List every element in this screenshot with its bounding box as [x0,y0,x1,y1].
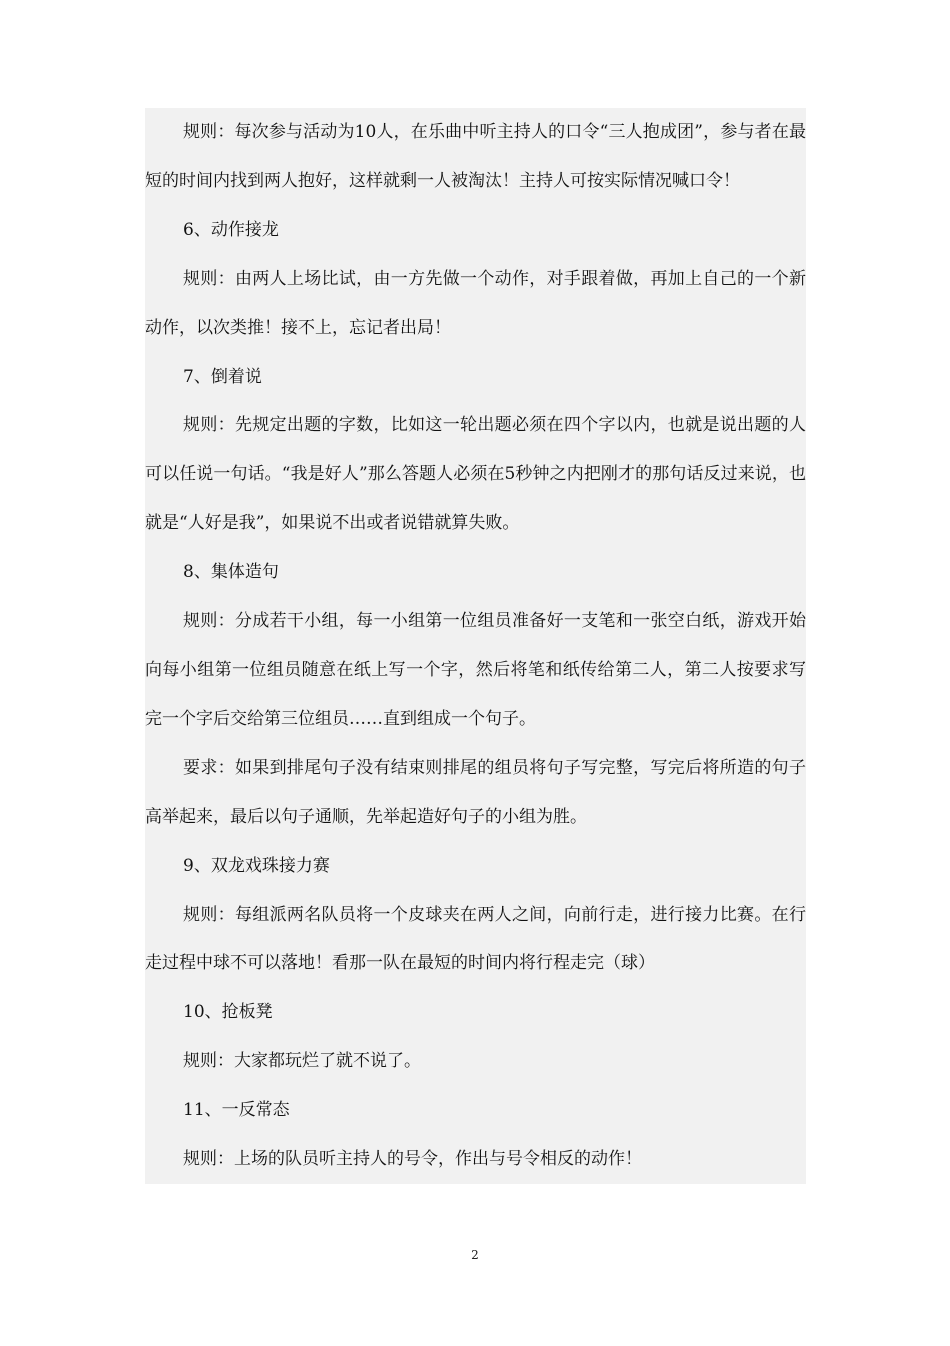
section-heading: 9、双龙戏珠接力赛 [145,842,806,891]
requirement-paragraph: 要求：如果到排尾句子没有结束则排尾的组员将句子写完整，写完后将所造的句子高举起来，最后以句子通顺，先举起造好句子的小组为胜。 [145,744,806,842]
rule-paragraph: 规则：由两人上场比试，由一方先做一个动作，对手跟着做，再加上自己的一个新动作，以次类推！接不上，忘记者出局！ [145,255,806,353]
section-heading: 8、集体造句 [145,548,806,597]
rule-paragraph: 规则：大家都玩烂了就不说了。 [145,1037,806,1086]
page-number: 2 [471,1248,479,1262]
section-heading: 10、抢板凳 [145,988,806,1037]
rule-paragraph: 规则：上场的队员听主持人的号令，作出与号令相反的动作！ [145,1135,806,1184]
rule-paragraph: 规则：每组派两名队员将一个皮球夹在两人之间，向前行走，进行接力比赛。在行走过程中球不可以落地！看那一队在最短的时间内将行程走完（球） [145,891,806,989]
section-heading: 11、一反常态 [145,1086,806,1135]
rule-paragraph: 规则：先规定出题的字数，比如这一轮出题必须在四个字以内，也就是说出题的人可以任说一句话。“我是好人”那么答题人必须在5秒钟之内把刚才的那句话反过来说，也就是“人好是我”，如果说不出或者说错就算失败。 [145,401,806,548]
document-body [145,108,806,1184]
section-heading: 7、倒着说 [145,353,806,402]
rule-paragraph: 规则：分成若干小组，每一小组第一位组员准备好一支笔和一张空白纸，游戏开始向每小组第一位组员随意在纸上写一个字，然后将笔和纸传给第二人，第二人按要求写完一个字后交给第三位组员……直到组成一个句子。 [145,597,806,744]
rule-paragraph: 规则：每次参与活动为10人，在乐曲中听主持人的口令“三人抱成团”，参与者在最短的时间内找到两人抱好，这样就剩一人被淘汰！主持人可按实际情况喊口令！ [145,108,806,206]
section-heading: 6、动作接龙 [145,206,806,255]
